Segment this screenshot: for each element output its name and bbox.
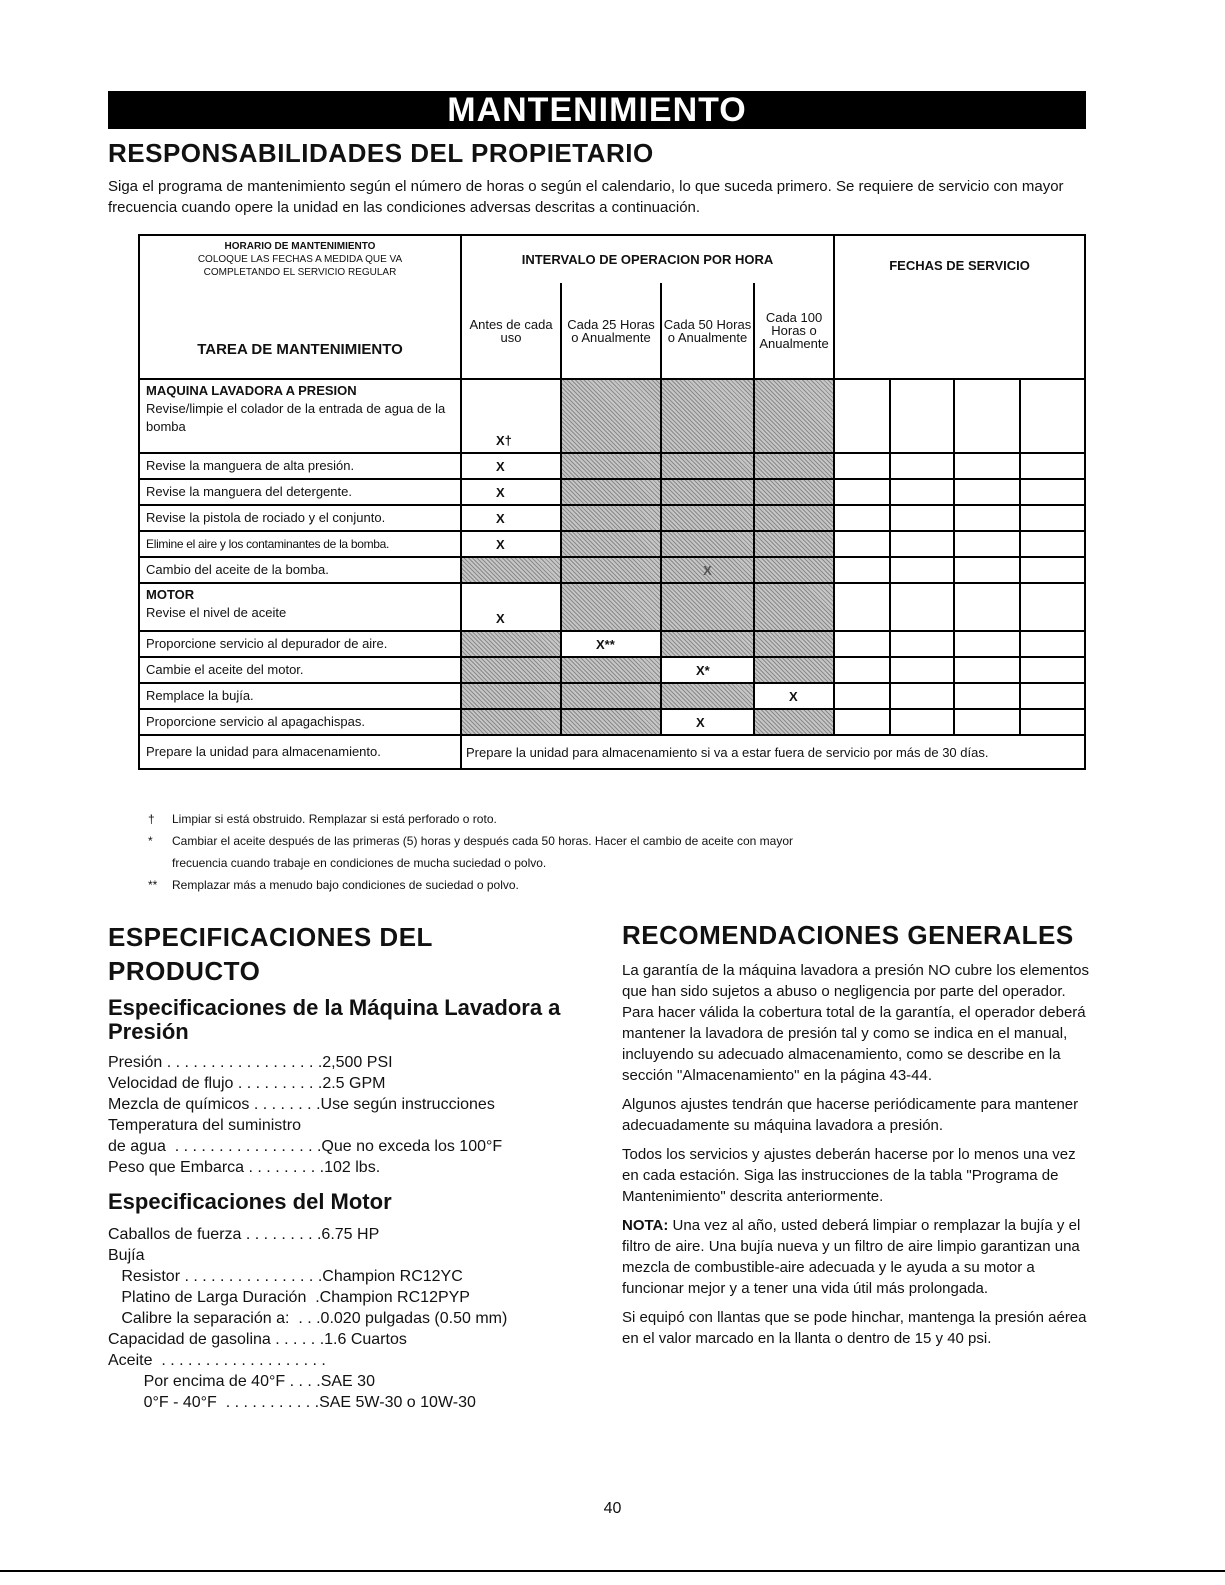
spec-row: Capacidad de gasolina . . . . . .1.6 Cuartos <box>108 1331 407 1348</box>
task-label: Cambio del aceite de la bomba. <box>139 557 461 583</box>
rec-paragraph: Si equipó con llantas que se pode hinchar, mantenga la presión aérea en el valor marcado en la llanta o dentro de 15 y 40 psi. <box>622 1309 1087 1347</box>
intro-paragraph: Siga el programa de mantenimiento según el número de horas o según el calendario, lo que suceda primero. Se requiere de servicio con mayor frecuencia cuando opere la unidad en las condiciones adversas descritas a continuación. <box>108 178 1064 216</box>
task-label: Cambie el aceite del motor. <box>139 657 461 683</box>
rec-paragraph: La garantía de la máquina lavadora a presión NO cubre los elementos que han sido sujetos a abuso o negligencia por parte del operador. Para hacer válida la cobertura total de la garantía, el operador deberá mantener la lavadora de presión tal y como se indica en el manual, incluyendo su adecuado almacenamiento, como se describe en la sección "Almacenamiento" en la página 43-44. <box>622 962 1089 1084</box>
page-number: 40 <box>603 1500 622 1517</box>
mark-cell: X <box>461 583 561 631</box>
owner-responsibilities-title: RESPONSABILIDADES DEL PROPIETARIO <box>108 138 654 168</box>
mark-cell: X† <box>461 379 561 453</box>
task-label: Revise/limpie el colador de la entrada de agua de la bomba <box>146 401 446 434</box>
schedule-instruction-1: COLOQUE LAS FECHAS A MEDIDA QUE VA <box>197 254 403 265</box>
spec-row: Bujía <box>108 1247 145 1264</box>
spec-row: de agua . . . . . . . . . . . . . . . . .Que no exceda los 100°F <box>108 1138 503 1155</box>
table-row <box>139 557 1085 583</box>
task-label: Prepare la unidad para almacenamiento. <box>139 735 461 769</box>
col-every-50: Cada 50 Horas o Anualmente <box>661 283 754 379</box>
table-row <box>139 505 1085 531</box>
table-row <box>139 531 1085 557</box>
spec-row: Calibre la separación a: . . .0.020 pulgadas (0.50 mm) <box>108 1310 508 1327</box>
table-row <box>139 735 1085 769</box>
rec-paragraph: Todos los servicios y ajustes deberán hacerse por lo menos una vez en cada estación. Siga las instrucciones de la tabla "Programa de Mantenimiento" descrita anteriormente. <box>622 1146 1076 1205</box>
footnote: * Cambiar el aceite después de las primeras (5) horas y después cada 50 horas. Hacer el cambio de aceite con mayor <box>148 834 793 848</box>
note-label: NOTA: <box>622 1217 669 1234</box>
washer-specs <box>108 1052 502 1178</box>
footnote: † Limpiar si está obstruido. Remplazar si está perforado o roto. <box>148 812 497 826</box>
section-washer: MAQUINA LAVADORA A PRESION <box>146 383 357 398</box>
footnote: ** Remplazar más a menudo bajo condiciones de suciedad o polvo. <box>148 878 519 892</box>
section-engine: MOTOR <box>146 587 195 602</box>
schedule-instruction-2: COMPLETANDO EL SERVICIO REGULAR <box>203 267 397 278</box>
mark-cell: X <box>461 505 561 531</box>
spec-row: Peso que Embarca . . . . . . . . .102 lbs. <box>108 1159 381 1176</box>
spec-row: Aceite . . . . . . . . . . . . . . . . . . . <box>108 1352 326 1369</box>
task-label: Elimine el aire y los contaminantes de la bomba. <box>139 531 461 557</box>
interval-header: INTERVALO DE OPERACION POR HORA <box>461 235 834 283</box>
table-row <box>139 683 1085 709</box>
task-header: TAREA DE MANTENIMIENTO <box>197 341 403 358</box>
rec-paragraph: Algunos ajustes tendrán que hacerse periódicamente para mantener adecuadamente su máquina lavadora a presión. <box>622 1096 1079 1134</box>
footnote: frecuencia cuando trabaje en condiciones de mucha suciedad o polvo. <box>172 856 547 870</box>
table-row <box>139 631 1085 657</box>
mark-cell: X <box>661 557 754 583</box>
spec-row: Por encima de 40°F . . . .SAE 30 <box>108 1373 375 1390</box>
mark-cell: X <box>754 683 834 709</box>
table-row <box>139 379 1085 453</box>
service-dates-header: FECHAS DE SERVICIO <box>834 235 1085 379</box>
bottom-rule <box>0 1570 1225 1572</box>
storage-note: Prepare la unidad para almacenamiento si va a estar fuera de servicio por más de 30 días. <box>461 735 1085 769</box>
washer-specs-title: Especificaciones de la Máquina Lavadora a Presión <box>108 995 561 1044</box>
schedule-heading: HORARIO DE MANTENIMIENTO <box>224 241 376 252</box>
task-label: Proporcione servicio al depurador de aire. <box>139 631 461 657</box>
spec-row: 0°F - 40°F . . . . . . . . . . .SAE 5W-30 o 10W-30 <box>108 1394 476 1411</box>
col-before-each-use: Antes de cada uso <box>461 283 561 379</box>
schedule-left-header <box>139 235 461 379</box>
table-row <box>139 709 1085 735</box>
mark-cell: X** <box>561 631 661 657</box>
mark-cell: X <box>461 479 561 505</box>
general-recommendations-title: RECOMENDACIONES GENERALES <box>622 920 1074 950</box>
maintenance-schedule-table <box>138 234 1086 770</box>
product-specs-title: ESPECIFICACIONES DEL PRODUCTO <box>108 922 433 986</box>
task-label: Revise la manguera del detergente. <box>139 479 461 505</box>
table-row <box>139 583 1085 631</box>
task-label: Revise la manguera de alta presión. <box>139 453 461 479</box>
motor-specs-title: Especificaciones del Motor <box>108 1189 392 1214</box>
spec-row: Caballos de fuerza . . . . . . . . .6.75 HP <box>108 1226 380 1243</box>
spec-row: Mezcla de químicos . . . . . . . .Use según instrucciones <box>108 1096 495 1113</box>
spec-row: Platino de Larga Duración .Champion RC12PYP <box>108 1289 470 1306</box>
spec-row: Velocidad de flujo . . . . . . . . . .2.5 GPM <box>108 1075 386 1092</box>
table-row <box>139 453 1085 479</box>
table-row <box>139 479 1085 505</box>
mark-cell: X* <box>661 657 754 683</box>
general-recommendations <box>622 960 1092 1357</box>
spec-row: Temperatura del suministro <box>108 1117 301 1134</box>
table-row <box>139 657 1085 683</box>
motor-specs <box>108 1224 507 1413</box>
mark-cell: X <box>461 531 561 557</box>
col-every-25: Cada 25 Horas o Anualmente <box>561 283 661 379</box>
col-every-100: Cada 100 Horas o Anualmente <box>754 283 834 379</box>
spec-row: Presión . . . . . . . . . . . . . . . . . .2,500 PSI <box>108 1054 393 1071</box>
note-text: Una vez al año, usted deberá limpiar o remplazar la bujía y el filtro de aire. Una bujía nueva y un filtro de aire limpio garantizan una mezcla de combustible-aire adecuada y le ayuda a su motor a funcionar mejor y a tener una vida útil más prolongada. <box>622 1217 1081 1297</box>
spec-row: Resistor . . . . . . . . . . . . . . . .Champion RC12YC <box>108 1268 463 1285</box>
task-label: Revise el nivel de aceite <box>146 605 287 620</box>
task-label: Revise la pistola de rociado y el conjunto. <box>139 505 461 531</box>
page-banner: MANTENIMIENTO <box>108 91 1086 129</box>
rec-note <box>622 1215 1092 1299</box>
task-label: Remplace la bujía. <box>139 683 461 709</box>
mark-cell: X <box>661 709 754 735</box>
task-label: Proporcione servicio al apagachispas. <box>139 709 461 735</box>
mark-cell: X <box>461 453 561 479</box>
